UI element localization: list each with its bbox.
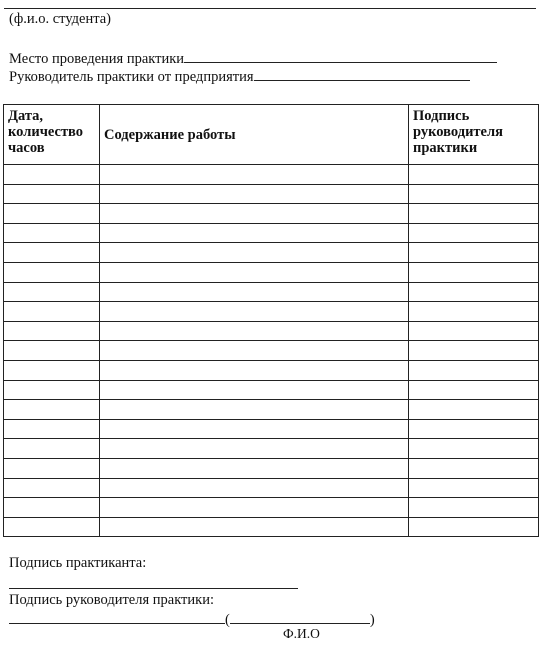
supervisor-signature-cell[interactable] [409, 321, 539, 341]
date-hours-cell[interactable] [4, 302, 100, 322]
header-supervisor-signature: Подпись руководителя практики [409, 105, 539, 165]
work-content-cell[interactable] [100, 360, 409, 380]
work-content-cell[interactable] [100, 517, 409, 537]
work-content-cell[interactable] [100, 302, 409, 322]
supervisor-name-field[interactable] [230, 610, 370, 624]
date-hours-cell[interactable] [4, 400, 100, 420]
work-content-cell[interactable] [100, 419, 409, 439]
supervisor-signature-cell[interactable] [409, 204, 539, 224]
work-content-cell[interactable] [100, 165, 409, 185]
open-paren: ( [225, 612, 230, 628]
date-hours-cell[interactable] [4, 517, 100, 537]
supervisor-signature-cell[interactable] [409, 184, 539, 204]
table-row [4, 282, 539, 302]
table-row [4, 458, 539, 478]
table-row [4, 360, 539, 380]
work-content-cell[interactable] [100, 223, 409, 243]
supervisor-signature-cell[interactable] [409, 380, 539, 400]
work-content-cell[interactable] [100, 400, 409, 420]
trainee-signature-field[interactable] [9, 588, 298, 589]
date-hours-cell[interactable] [4, 419, 100, 439]
supervisor-signature-cell[interactable] [409, 400, 539, 420]
table-row [4, 204, 539, 224]
practice-place-label: Место проведения практики [9, 51, 185, 67]
supervisor-signature-cell[interactable] [409, 223, 539, 243]
table-row [4, 262, 539, 282]
supervisor-signature-cell[interactable] [409, 517, 539, 537]
work-content-cell[interactable] [100, 262, 409, 282]
fio-caption: Ф.И.О [283, 626, 320, 641]
date-hours-cell[interactable] [4, 321, 100, 341]
practice-head-field[interactable] [254, 67, 470, 81]
work-content-cell[interactable] [100, 380, 409, 400]
date-hours-cell[interactable] [4, 439, 100, 459]
practice-head-line [9, 67, 470, 86]
date-hours-cell[interactable] [4, 262, 100, 282]
practice-place-field[interactable] [184, 49, 497, 63]
table-row [4, 400, 539, 420]
date-hours-cell[interactable] [4, 360, 100, 380]
table-row [4, 165, 539, 185]
work-content-cell[interactable] [100, 458, 409, 478]
work-content-cell[interactable] [100, 204, 409, 224]
supervisor-signature-cell[interactable] [409, 439, 539, 459]
table-body [4, 165, 539, 537]
work-content-cell[interactable] [100, 498, 409, 518]
table-row [4, 184, 539, 204]
supervisor-signature-cell[interactable] [409, 282, 539, 302]
supervisor-signature-label: Подпись руководителя практики: [9, 592, 214, 608]
supervisor-signature-cell[interactable] [409, 302, 539, 322]
work-log-table [3, 104, 539, 537]
trainee-signature-label: Подпись практиканта: [9, 555, 147, 571]
supervisor-signature-cell[interactable] [409, 458, 539, 478]
work-content-cell[interactable] [100, 439, 409, 459]
practice-head-label: Руководитель практики от предприятия [9, 69, 254, 85]
supervisor-signature-cell[interactable] [409, 360, 539, 380]
date-hours-cell[interactable] [4, 380, 100, 400]
date-hours-cell[interactable] [4, 478, 100, 498]
date-hours-cell[interactable] [4, 243, 100, 263]
supervisor-signature-cell[interactable] [409, 478, 539, 498]
supervisor-signature-cell[interactable] [409, 498, 539, 518]
header-work-content: Содержание работы [100, 105, 409, 165]
supervisor-signature-cell[interactable] [409, 165, 539, 185]
table-row [4, 223, 539, 243]
work-content-cell[interactable] [100, 321, 409, 341]
student-name-caption: (ф.и.о. студента) [9, 11, 112, 27]
date-hours-cell[interactable] [4, 282, 100, 302]
table-row [4, 517, 539, 537]
date-hours-cell[interactable] [4, 165, 100, 185]
work-content-cell[interactable] [100, 184, 409, 204]
table-row [4, 302, 539, 322]
date-hours-cell[interactable] [4, 341, 100, 361]
table-row [4, 243, 539, 263]
table-header-row [4, 105, 539, 165]
work-content-cell[interactable] [100, 341, 409, 361]
practice-place-line [9, 49, 497, 68]
date-hours-cell[interactable] [4, 184, 100, 204]
date-hours-cell[interactable] [4, 223, 100, 243]
supervisor-signature-cell[interactable] [409, 419, 539, 439]
work-content-cell[interactable] [100, 478, 409, 498]
date-hours-cell[interactable] [4, 204, 100, 224]
table-row [4, 321, 539, 341]
supervisor-signature-field[interactable] [9, 610, 225, 624]
table-row [4, 478, 539, 498]
close-paren: ) [369, 612, 375, 628]
work-content-cell[interactable] [100, 243, 409, 263]
top-rule [4, 8, 536, 9]
supervisor-signature-cell[interactable] [409, 262, 539, 282]
table-row [4, 380, 539, 400]
table-row [4, 439, 539, 459]
table-row [4, 498, 539, 518]
work-content-cell[interactable] [100, 282, 409, 302]
date-hours-cell[interactable] [4, 498, 100, 518]
supervisor-signature-cell[interactable] [409, 243, 539, 263]
supervisor-signature-cell[interactable] [409, 341, 539, 361]
header-date-hours: Дата, количество часов [4, 105, 100, 165]
table-row [4, 341, 539, 361]
date-hours-cell[interactable] [4, 458, 100, 478]
table-row [4, 419, 539, 439]
